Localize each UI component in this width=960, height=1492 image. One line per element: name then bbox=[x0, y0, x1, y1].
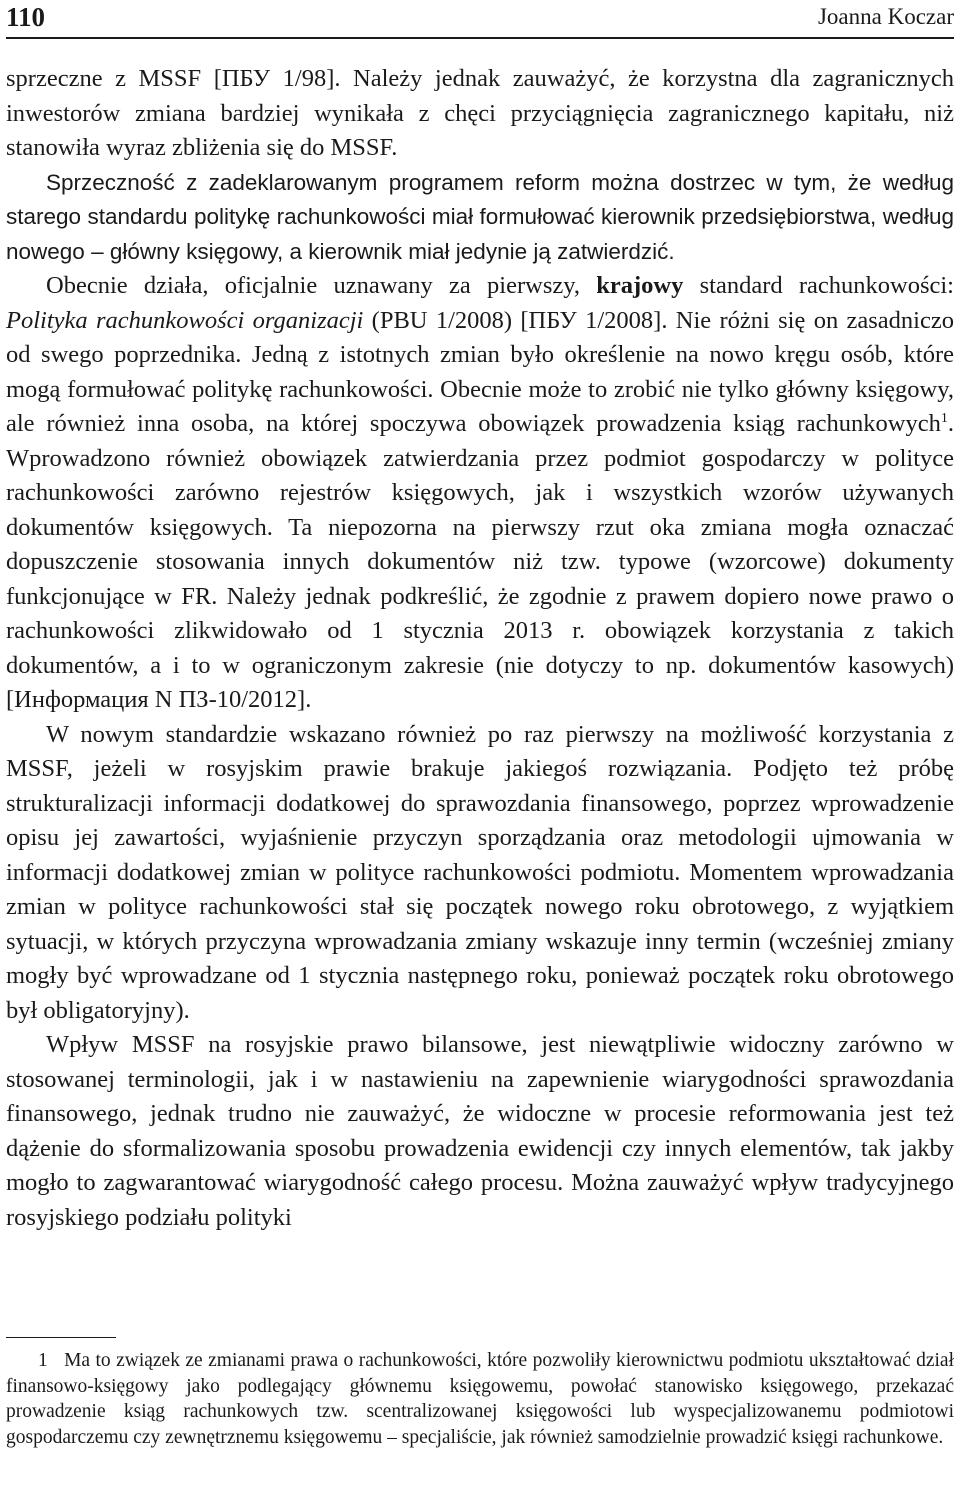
running-head-author: Joanna Koczar bbox=[817, 4, 954, 29]
body-text bbox=[6, 62, 954, 1235]
page-header bbox=[6, 0, 954, 38]
paragraph-4: W nowym standardzie wskazano również po raz pierwszy na możliwość korzystania z MSSF, jeżeli w rosyjskim prawie brakuje jakiegoś rozwiązania. Podjęto też próbę strukturalizacji informacji dodatkowej do sprawozdania finansowego, poprzez wprowadzenie opisu jej zawartości, wyjaśnienie przyczyn sporządzania oraz metodologii ujmowania w informacji dodatkowej zmian w polityce rachunkowości podmiotu. Momentem wprowadzania zmian w polityce rachunkowości stał się początek nowego roku obrotowego, z wyjątkiem sytuacji, w których przyczyna wprowadzania zmiany wskazuje inny termin (wcześniej zmiany mogły być wprowadzane od 1 stycznia następnego roku, ponieważ początek roku obrotowego był obligatoryjny). bbox=[6, 720, 954, 1024]
footnote-rule bbox=[6, 1337, 116, 1338]
paragraph-1: sprzeczne z MSSF [ПБУ 1/98]. Należy jednak zauważyć, że korzystna dla zagranicznych inwestorów zmiana bardziej wynikała z chęci przyciągnięcia zagranicznego kapitału, niż stanowiła wyraz zbliżenia się do MSSF. bbox=[6, 65, 954, 161]
page-number: 110 bbox=[6, 2, 46, 32]
paragraph-5: Wpływ MSSF na rosyjskie prawo bilansowe, jest niewątpliwie widoczny zarówno w stosowanej terminologii, jak i w nastawieniu na zapewnienie wiarygodności sprawozdania finansowego, jednak trudno nie zauważyć, że widoczne w procesie reformowania jest też dążenie do sformalizowania sposobu prowadzenia ewidencji czy innych elementów, tak jakby mogło to zagwarantować wiarygodność całego procesu. Można zauważyć wpływ tradycyjnego rosyjskiego podziału polityki bbox=[6, 1031, 954, 1231]
footnote-reference[interactable]: 1 bbox=[940, 410, 948, 426]
paragraph-3-text-a: Obecnie działa, oficjalnie uznawany za pierwszy, bbox=[46, 272, 597, 299]
footnotes bbox=[6, 1348, 954, 1450]
footnote-text: Ma to związek ze zmianami prawa o rachunkowości, które pozwoliły kierownictwu podmiotu ukształtować dział finansowo-księgowy jako podlegający głównemu księgowemu, powołać stanowisko księgowego, przekazać prowadzenie ksiąg rachunkowych tzw. scentralizowanej księgowości lub wyspecjalizowanemu podmiotowi gospodarczemu czy zewnętrznemu księgowemu – specjaliście, jak również samodzielnie prowadzić księgi rachunkowe. bbox=[6, 1350, 954, 1448]
paragraph-3-text-c: (PBU 1/2008) [ПБУ 1/2008]. Nie różni się on zasadniczo od swego poprzednika. Jedną z istotnych zmian było określenie na nowo kręgu osób, które mogą formułować politykę rachunkowości. Obecnie może to zrobić nie tylko główny księgowy, ale również inna osoba, na której spoczywa obowiązek prowadzenia ksiąg rachunkowych bbox=[6, 306, 954, 437]
paragraph-3-text-d: . Wprowadzono również obowiązek zatwierdzania przez podmiot gospodarczy w polityce rachunkowości zarówno rejestrów księgowych, jak i wszystkich wzorów używanych dokumentów księgowych. Ta niepozorna na pierwszy rzut oka zmiana mogła oznaczać dopuszczenie stosowania innych dokumentów niż tzw. typowe (wzorcowe) dokumenty funkcjonujące w FR. Należy jednak podkreślić, że zgodnie z prawem dopiero nowe prawo o rachunkowości zlikwidowało od 1 stycznia 2013 r. obowiązek korzystania z takich dokumentów, a i to w ograniczonym zakresie (nie dotyczy to np. dokumentów kasowych) [Информация N ПЗ-10/2012]. bbox=[6, 410, 954, 713]
header-rule bbox=[6, 37, 954, 39]
paragraph-3-italic-title: Polityka rachunkowości organizacji bbox=[6, 306, 364, 334]
paragraph-3-text-b: standard rachunkowości: bbox=[683, 272, 954, 299]
paragraph-3 bbox=[6, 269, 954, 718]
paragraph-3-bold: krajowy bbox=[596, 272, 684, 299]
footnote-marker: 1 bbox=[38, 1350, 48, 1371]
paragraph-2: Sprzeczność z zadeklarowanym programem reform można dostrzec w tym, że według starego standardu politykę rachunkowości miał formułować kierownik przedsiębiorstwa, według nowego – główny księgowy, a kierownik miał jedynie ją zatwierdzić. bbox=[6, 169, 954, 264]
footnote-1 bbox=[6, 1348, 954, 1450]
